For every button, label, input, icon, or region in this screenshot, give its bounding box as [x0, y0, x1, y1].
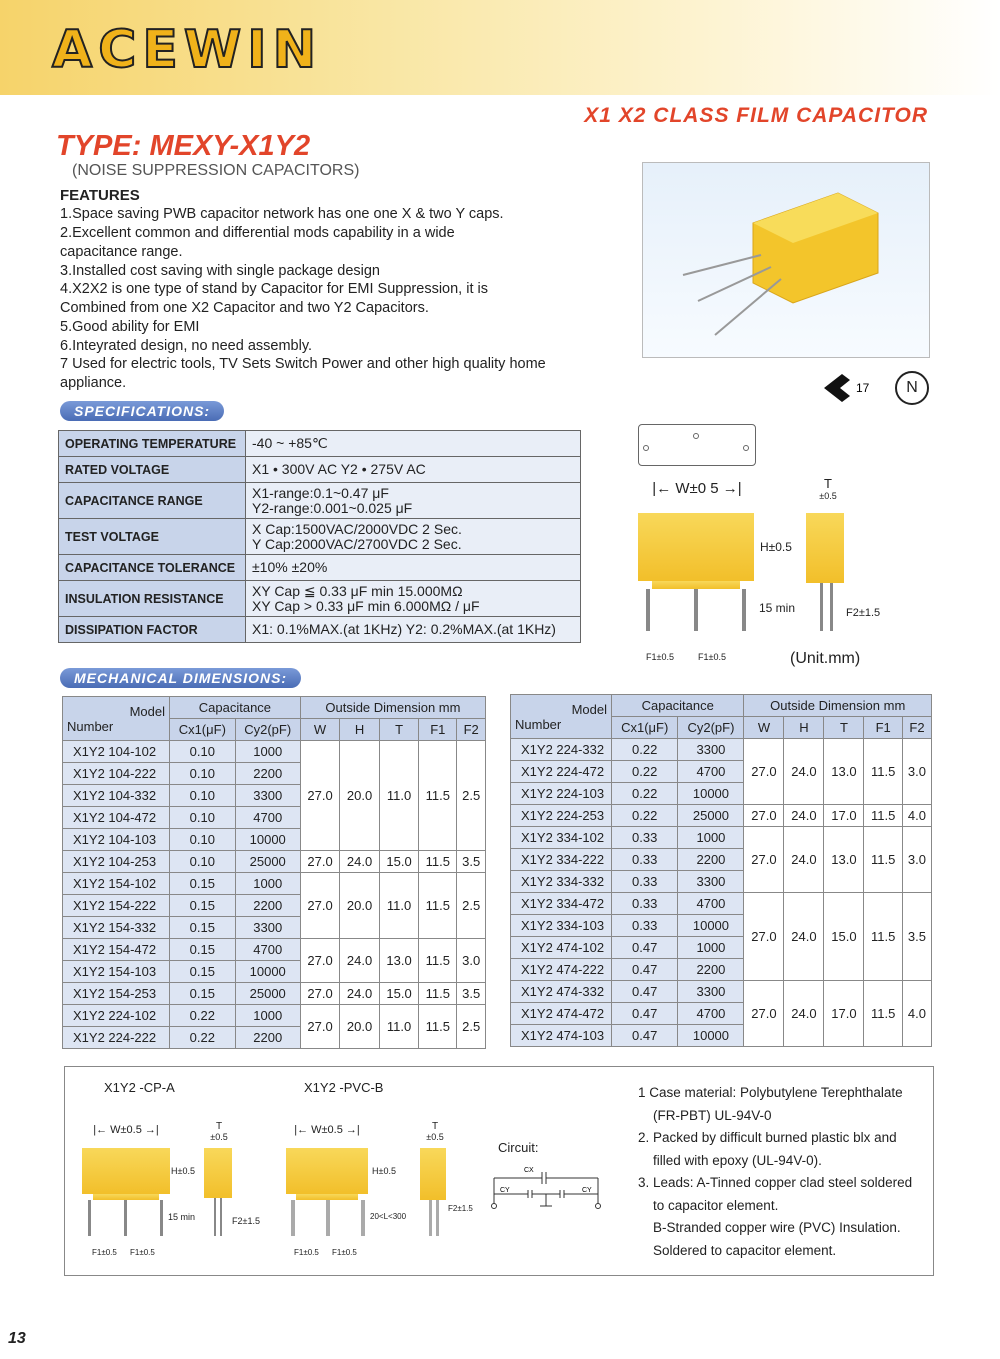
thickness-label: T	[824, 476, 832, 491]
f1-dimension: F1±0.5	[646, 652, 674, 662]
pvc-b-side	[420, 1148, 446, 1200]
model-cell: X1Y2 104-472	[63, 807, 170, 829]
model-cell: X1Y2 334-102	[511, 827, 612, 849]
model-cell: X1Y2 104-103	[63, 829, 170, 851]
t-cell: 17.0	[824, 805, 864, 827]
pvc-b-f1: F1±0.5	[332, 1248, 357, 1257]
top-view-outline	[638, 424, 756, 466]
mechanical-heading: MECHANICAL DIMENSIONS:	[60, 668, 301, 688]
f2-cell: 3.0	[902, 739, 931, 805]
circuit-schematic-icon	[488, 1164, 608, 1214]
cx1-header: Cx1(μF)	[612, 717, 678, 739]
lead-pin	[214, 1198, 216, 1236]
cx1-cell: 0.33	[612, 915, 678, 937]
table-row	[63, 851, 486, 873]
table-row	[63, 983, 486, 1005]
cy2-cell: 25000	[678, 805, 744, 827]
dimension-table-left	[62, 696, 486, 1049]
w-cell: 27.0	[300, 939, 339, 983]
lead-wire	[326, 1200, 330, 1236]
cy2-cell: 25000	[235, 983, 300, 1005]
f1-header: F1	[864, 717, 903, 739]
spec-label: DISSIPATION FACTOR	[59, 617, 246, 643]
spec-row	[59, 483, 581, 519]
pvc-b-length: 20<L<300	[370, 1212, 407, 1221]
table-row	[511, 739, 932, 761]
cp-a-side	[204, 1148, 232, 1198]
f1-cell: 11.5	[864, 827, 903, 893]
f2-cell: 3.5	[902, 893, 931, 981]
cp-a-min: 15 min	[168, 1212, 196, 1222]
cx1-cell: 0.33	[612, 871, 678, 893]
cx1-cell: 0.33	[612, 893, 678, 915]
capacitor-front-base	[652, 581, 740, 589]
model-cell: X1Y2 474-102	[511, 937, 612, 959]
spec-row	[59, 519, 581, 555]
h-cell: 24.0	[784, 805, 824, 827]
model-cell: X1Y2 154-332	[63, 917, 170, 939]
circuit-label: Circuit:	[498, 1140, 539, 1155]
model-cell: X1Y2 154-222	[63, 895, 170, 917]
cy2-cell: 3300	[678, 981, 744, 1003]
lead-pin	[820, 583, 823, 631]
f2-cell: 3.0	[457, 939, 486, 983]
cx1-cell: 0.15	[170, 917, 236, 939]
t-header: T	[379, 719, 418, 741]
table-row	[511, 893, 932, 915]
cx1-cell: 0.10	[170, 829, 236, 851]
capacitor-photo-icon	[643, 163, 929, 357]
spec-label: RATED VOLTAGE	[59, 457, 246, 483]
cy2-cell: 10000	[235, 961, 300, 983]
spec-value	[246, 519, 581, 555]
w-cell: 27.0	[744, 893, 784, 981]
cy2-cell: 4700	[678, 1003, 744, 1025]
t-cell: 11.0	[379, 741, 418, 851]
w-cell: 27.0	[300, 1005, 339, 1049]
specifications-heading: SPECIFICATIONS:	[60, 401, 224, 421]
w-cell: 27.0	[300, 741, 339, 851]
specifications-table	[58, 430, 581, 643]
f1-cell: 11.5	[864, 805, 903, 827]
model-cell: X1Y2 154-253	[63, 983, 170, 1005]
f2-header: F2	[902, 717, 931, 739]
model-cell: X1Y2 334-332	[511, 871, 612, 893]
cy2-cell: 25000	[235, 851, 300, 873]
model-cell: X1Y2 224-102	[63, 1005, 170, 1027]
pvc-b-label: X1Y2 -PVC-B	[304, 1080, 384, 1095]
lead-pin	[646, 589, 650, 631]
cy2-cell: 4700	[235, 807, 300, 829]
spec-value-line: Y Cap:2000VAC/2700VDC 2 Sec.	[252, 535, 462, 552]
spec-value-line: X Cap:1500VAC/2000VDC 2 Sec.	[252, 520, 462, 537]
cy2-cell: 4700	[235, 939, 300, 961]
capacitor-side-body	[806, 513, 844, 583]
height-dimension: H±0.5	[760, 540, 792, 554]
lead-pin	[694, 589, 698, 631]
spec-value-line: X1-range:0.1~0.47 μF	[252, 484, 389, 501]
lead-min-dimension: 15 min	[759, 601, 796, 615]
spec-value: ±10% ±20%	[246, 555, 581, 581]
model-cell: X1Y2 224-253	[511, 805, 612, 827]
cert-mark-icon	[820, 370, 880, 404]
w-cell: 27.0	[744, 805, 784, 827]
f2-cell: 2.5	[457, 873, 486, 939]
cx1-cell: 0.10	[170, 741, 236, 763]
t-cell: 13.0	[379, 939, 418, 983]
cy2-header: Cy2(pF)	[678, 717, 744, 739]
f2-cell: 3.5	[457, 983, 486, 1005]
f1-cell: 11.5	[419, 741, 457, 851]
width-label: W±0 5	[675, 480, 719, 497]
model-cell: X1Y2 334-472	[511, 893, 612, 915]
type-title: TYPE: MEXY-X1Y2	[56, 130, 311, 162]
outside-dimension-header: Outside Dimension mm	[300, 697, 485, 719]
lead-wire	[429, 1200, 432, 1236]
cx1-cell: 0.47	[612, 937, 678, 959]
pvc-b-body	[286, 1148, 368, 1194]
pvc-b-width: |← W±0.5 →|	[294, 1124, 360, 1136]
cy2-cell: 1000	[235, 1005, 300, 1027]
w-header: W	[744, 717, 784, 739]
cert-mark-number: 17	[856, 381, 870, 395]
spec-value: X1 • 300V AC Y2 • 275V AC	[246, 457, 581, 483]
cy2-cell: 4700	[678, 761, 744, 783]
n-mark-icon: N	[895, 371, 929, 405]
t-cell: 11.0	[379, 1005, 418, 1049]
cy2-cell: 1000	[235, 741, 300, 763]
h-cell: 24.0	[784, 827, 824, 893]
model-cell: X1Y2 474-222	[511, 959, 612, 981]
lead-pin	[124, 1200, 127, 1236]
f2-dimension: F2±1.5	[846, 607, 881, 619]
table-row	[511, 827, 932, 849]
f2-cell: 3.5	[457, 851, 486, 873]
table-row	[63, 873, 486, 895]
h-cell: 20.0	[340, 1005, 379, 1049]
feature-item: 2.Excellent common and differential mods capability in a wide capacitance range.	[60, 225, 455, 260]
w-cell: 27.0	[744, 739, 784, 805]
spec-row	[59, 457, 581, 483]
model-cell: X1Y2 154-103	[63, 961, 170, 983]
spec-label: CAPACITANCE TOLERANCE	[59, 555, 246, 581]
features-heading: FEATURES	[60, 187, 140, 204]
product-class-title: X1 X2 CLASS FILM CAPACITOR	[584, 104, 928, 127]
cx1-cell: 0.33	[612, 827, 678, 849]
cx1-cell: 0.10	[170, 851, 236, 873]
cx1-cell: 0.47	[612, 1003, 678, 1025]
h-header: H	[340, 719, 379, 741]
model-cell: X1Y2 104-102	[63, 741, 170, 763]
cx1-cell: 0.47	[612, 959, 678, 981]
model-cell: X1Y2 104-222	[63, 763, 170, 785]
cp-a-width: |← W±0.5 →|	[93, 1124, 159, 1136]
note-line: 3. Leads: A-Tinned copper clad steel soldered	[638, 1175, 913, 1190]
w-cell: 27.0	[300, 851, 339, 873]
capacitance-header: Capacitance	[170, 697, 301, 719]
cp-a-thickness: T ±0.5	[210, 1121, 228, 1142]
model-number-header: Model Number	[511, 695, 612, 739]
cp-a-f2: F2±1.5	[232, 1216, 260, 1226]
f1-cell: 11.5	[864, 981, 903, 1047]
table-row	[511, 981, 932, 1003]
type-subtitle: (NOISE SUPPRESSION CAPACITORS)	[72, 162, 360, 179]
h-cell: 24.0	[340, 983, 379, 1005]
cx1-cell: 0.15	[170, 961, 236, 983]
cx1-cell: 0.10	[170, 785, 236, 807]
cx1-cell: 0.10	[170, 763, 236, 785]
cp-a-f1: F1±0.5	[92, 1248, 117, 1257]
cx-label: CX	[524, 1167, 534, 1174]
pvc-b-height: H±0.5	[372, 1166, 396, 1176]
note-line: 1 Case material: Polybutylene Terephthalate	[638, 1085, 903, 1100]
spec-value-line: XY Cap ≦ 0.33 μF min 15.000MΩ	[252, 582, 463, 599]
cy2-cell: 3300	[235, 785, 300, 807]
cy2-cell: 2200	[235, 895, 300, 917]
cx1-cell: 0.22	[170, 1005, 236, 1027]
model-cell: X1Y2 474-332	[511, 981, 612, 1003]
f1-cell: 11.5	[864, 893, 903, 981]
cp-a-label: X1Y2 -CP-A	[104, 1080, 175, 1095]
note-line: (FR-PBT) UL-94V-0	[653, 1107, 772, 1123]
model-cell: X1Y2 474-472	[511, 1003, 612, 1025]
cy2-cell: 2200	[235, 763, 300, 785]
w-cell: 27.0	[744, 827, 784, 893]
w-header: W	[300, 719, 339, 741]
cy2-cell: 10000	[235, 829, 300, 851]
feature-item: 1.Space saving PWB capacitor network has one one X & two Y caps.	[60, 206, 504, 222]
f1-header: F1	[419, 719, 457, 741]
spec-label: CAPACITANCE RANGE	[59, 483, 246, 519]
pvc-b-f2: F2±1.5	[448, 1204, 473, 1213]
cx1-cell: 0.33	[612, 849, 678, 871]
h-cell: 20.0	[340, 873, 379, 939]
f1-dimension: F1±0.5	[698, 652, 726, 662]
table-row	[63, 939, 486, 961]
t-cell: 15.0	[379, 851, 418, 873]
note-line: Soldered to capacitor element.	[653, 1242, 837, 1258]
cy2-cell: 10000	[678, 915, 744, 937]
f1-cell: 11.5	[419, 873, 457, 939]
feature-item: 5.Good ability for EMI	[60, 319, 200, 335]
lead-pin	[220, 1198, 222, 1236]
table-row	[63, 741, 486, 763]
cy-label: CY	[582, 1187, 592, 1194]
notes-list	[638, 1082, 928, 1262]
spec-value	[246, 483, 581, 519]
pvc-b-f1: F1±0.5	[294, 1248, 319, 1257]
spec-label: INSULATION RESISTANCE	[59, 581, 246, 617]
spec-value	[246, 581, 581, 617]
cp-a-body	[82, 1148, 170, 1194]
model-cell: X1Y2 334-103	[511, 915, 612, 937]
cy2-cell: 3300	[678, 871, 744, 893]
cy2-cell: 1000	[235, 873, 300, 895]
spec-label: OPERATING TEMPERATURE	[59, 431, 246, 457]
brand-logo: ACEWIN	[52, 20, 323, 80]
spec-row	[59, 555, 581, 581]
unit-label: (Unit.mm)	[790, 650, 861, 667]
w-cell: 27.0	[300, 873, 339, 939]
cx1-cell: 0.47	[612, 1025, 678, 1047]
f2-cell: 2.5	[457, 741, 486, 851]
f1-cell: 11.5	[419, 1005, 457, 1049]
h-cell: 24.0	[784, 981, 824, 1047]
cx1-cell: 0.22	[170, 1027, 236, 1049]
t-cell: 13.0	[824, 827, 864, 893]
model-cell: X1Y2 224-472	[511, 761, 612, 783]
spec-value-line: Y2-range:0.001~0.025 μF	[252, 499, 413, 516]
cx1-cell: 0.22	[612, 761, 678, 783]
product-photo	[642, 162, 930, 358]
lead-wire	[291, 1200, 295, 1236]
spec-row	[59, 617, 581, 643]
f2-cell: 4.0	[902, 981, 931, 1047]
f2-header: F2	[457, 719, 486, 741]
model-cell: X1Y2 474-103	[511, 1025, 612, 1047]
feature-item: 7 Used for electric tools, TV Sets Switch Power and other high quality home appliance.	[60, 356, 546, 391]
table-row	[511, 805, 932, 827]
cy2-cell: 1000	[678, 937, 744, 959]
cx1-cell: 0.22	[612, 805, 678, 827]
t-cell: 15.0	[379, 983, 418, 1005]
cx1-cell: 0.15	[170, 895, 236, 917]
h-cell: 24.0	[784, 893, 824, 981]
width-dimension: |← W±0 5 →|	[652, 480, 742, 497]
f1-cell: 11.5	[419, 851, 457, 873]
f1-cell: 11.5	[419, 939, 457, 983]
cy2-cell: 2200	[678, 849, 744, 871]
f1-cell: 11.5	[864, 739, 903, 805]
cy2-cell: 2200	[678, 959, 744, 981]
cy2-cell: 3300	[235, 917, 300, 939]
cy2-cell: 1000	[678, 827, 744, 849]
model-cell: X1Y2 154-472	[63, 939, 170, 961]
f2-cell: 4.0	[902, 805, 931, 827]
t-cell: 13.0	[824, 739, 864, 805]
f2-cell: 2.5	[457, 1005, 486, 1049]
feature-item: 3.Installed cost saving with single package design	[60, 263, 380, 279]
feature-item: 4.X2X2 is one type of stand by Capacitor for EMI Suppression, it is Combined from one X2 Capacitor and two Y2 Capacitors.	[60, 281, 488, 316]
cx1-cell: 0.15	[170, 873, 236, 895]
w-cell: 27.0	[300, 983, 339, 1005]
model-cell: X1Y2 224-103	[511, 783, 612, 805]
model-cell: X1Y2 104-253	[63, 851, 170, 873]
cx1-cell: 0.47	[612, 981, 678, 1003]
cx1-header: Cx1(μF)	[170, 719, 236, 741]
page-number: 13	[8, 1330, 26, 1347]
spec-row	[59, 431, 581, 457]
cx1-cell: 0.22	[612, 739, 678, 761]
dimension-table-right	[510, 694, 932, 1047]
note-line: filled with epoxy (UL-94V-0).	[653, 1152, 822, 1168]
thickness-dimension	[798, 478, 858, 502]
h-cell: 20.0	[340, 741, 379, 851]
h-header: H	[784, 717, 824, 739]
h-cell: 24.0	[784, 739, 824, 805]
lead-wire	[361, 1200, 365, 1236]
lead-pin	[830, 583, 833, 631]
w-cell: 27.0	[744, 981, 784, 1047]
outside-dimension-header: Outside Dimension mm	[744, 695, 932, 717]
h-cell: 24.0	[340, 851, 379, 873]
h-cell: 24.0	[340, 939, 379, 983]
thickness-tolerance: ±0.5	[819, 491, 837, 501]
spec-label: TEST VOLTAGE	[59, 519, 246, 555]
lead-pin	[88, 1200, 91, 1236]
cx1-cell: 0.22	[612, 783, 678, 805]
spec-row	[59, 581, 581, 617]
t-cell: 15.0	[824, 893, 864, 981]
f1-cell: 11.5	[419, 983, 457, 1005]
t-cell: 17.0	[824, 981, 864, 1047]
t-header: T	[824, 717, 864, 739]
lead-pin	[742, 589, 746, 631]
note-line: 2. Packed by difficult burned plastic blx and	[638, 1130, 897, 1145]
lead-wire	[436, 1200, 439, 1236]
cx1-cell: 0.15	[170, 939, 236, 961]
cx1-cell: 0.10	[170, 807, 236, 829]
spec-value: X1: 0.1%MAX.(at 1KHz) Y2: 0.2%MAX.(at 1KHz)	[246, 617, 581, 643]
lead-pin	[160, 1200, 163, 1236]
cy2-cell: 3300	[678, 739, 744, 761]
model-cell: X1Y2 224-222	[63, 1027, 170, 1049]
feature-item: 6.Inteyrated design, no need assembly.	[60, 338, 313, 354]
cy2-cell: 4700	[678, 893, 744, 915]
model-cell: X1Y2 104-332	[63, 785, 170, 807]
capacitor-front-body	[638, 513, 754, 581]
cy2-header: Cy2(pF)	[235, 719, 300, 741]
cp-a-f1: F1±0.5	[130, 1248, 155, 1257]
spec-value: -40 ~ +85℃	[246, 431, 581, 457]
table-row	[63, 1005, 486, 1027]
cy2-cell: 10000	[678, 1025, 744, 1047]
capacitance-header: Capacitance	[612, 695, 744, 717]
model-cell: X1Y2 224-332	[511, 739, 612, 761]
t-cell: 11.0	[379, 873, 418, 939]
model-number-header: Model Number	[63, 697, 170, 741]
cy2-cell: 2200	[235, 1027, 300, 1049]
f2-cell: 3.0	[902, 827, 931, 893]
cy-label: CY	[500, 1187, 510, 1194]
spec-value-line: XY Cap > 0.33 μF min 6.000MΩ / μF	[252, 597, 480, 614]
note-line: to capacitor element.	[653, 1197, 779, 1213]
model-cell: X1Y2 154-102	[63, 873, 170, 895]
note-line: B-Stranded copper wire (PVC) Insulation.	[653, 1220, 901, 1235]
pvc-b-thickness: T ±0.5	[426, 1121, 444, 1142]
cy2-cell: 10000	[678, 783, 744, 805]
cx1-cell: 0.15	[170, 983, 236, 1005]
model-cell: X1Y2 334-222	[511, 849, 612, 871]
cp-a-height: H±0.5	[171, 1166, 195, 1176]
